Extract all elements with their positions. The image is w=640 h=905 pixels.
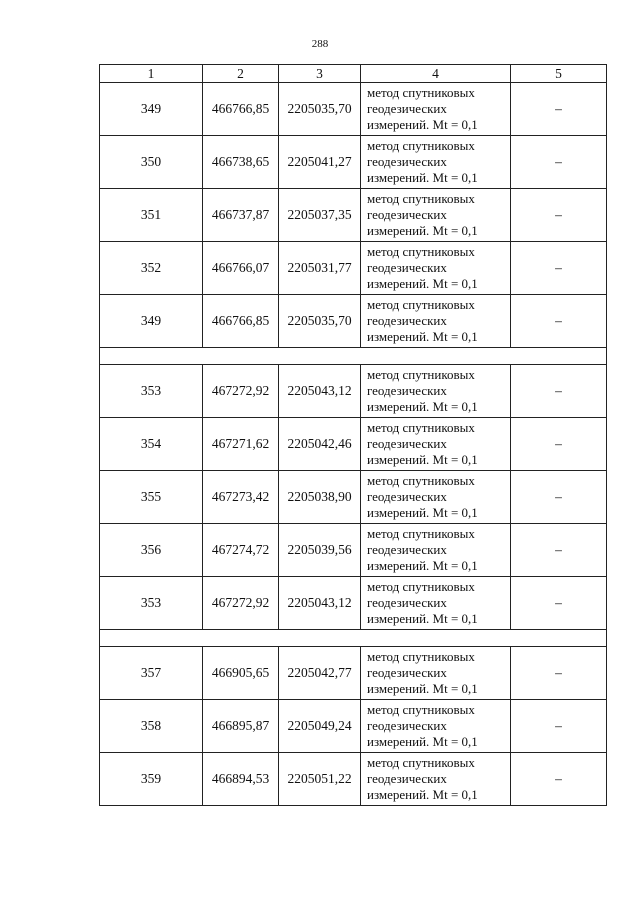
x-coordinate-cell: 467271,62 xyxy=(203,418,279,471)
point-cell: 355 xyxy=(100,471,203,524)
table-header xyxy=(100,65,607,83)
column-header-4: 4 xyxy=(361,65,511,83)
note-cell: – xyxy=(511,295,607,348)
point-cell: 354 xyxy=(100,418,203,471)
table-row xyxy=(100,418,607,471)
table-row xyxy=(100,136,607,189)
table-row xyxy=(100,295,607,348)
y-coordinate-cell: 2205042,77 xyxy=(279,647,361,700)
note-cell: – xyxy=(511,647,607,700)
method-cell: метод спутниковых геодезических измерений. Mt = 0,1 xyxy=(361,365,511,418)
method-cell: метод спутниковых геодезических измерений. Mt = 0,1 xyxy=(361,242,511,295)
point-cell: 358 xyxy=(100,700,203,753)
method-cell: метод спутниковых геодезических измерений. Mt = 0,1 xyxy=(361,83,511,136)
point-cell: 351 xyxy=(100,189,203,242)
note-cell: – xyxy=(511,242,607,295)
note-cell: – xyxy=(511,418,607,471)
table-row xyxy=(100,242,607,295)
table-row xyxy=(100,524,607,577)
point-cell: 349 xyxy=(100,295,203,348)
note-cell: – xyxy=(511,83,607,136)
table-body xyxy=(100,83,607,806)
x-coordinate-cell: 466737,87 xyxy=(203,189,279,242)
x-coordinate-cell: 467273,42 xyxy=(203,471,279,524)
y-coordinate-cell: 2205043,12 xyxy=(279,365,361,418)
method-cell: метод спутниковых геодезических измерений. Mt = 0,1 xyxy=(361,700,511,753)
x-coordinate-cell: 466895,87 xyxy=(203,700,279,753)
y-coordinate-cell: 2205051,22 xyxy=(279,753,361,806)
header-row xyxy=(100,65,607,83)
point-cell: 349 xyxy=(100,83,203,136)
table-row xyxy=(100,471,607,524)
x-coordinate-cell: 467272,92 xyxy=(203,577,279,630)
x-coordinate-cell: 466738,65 xyxy=(203,136,279,189)
y-coordinate-cell: 2205035,70 xyxy=(279,83,361,136)
y-coordinate-cell: 2205042,46 xyxy=(279,418,361,471)
note-cell: – xyxy=(511,524,607,577)
point-cell: 353 xyxy=(100,577,203,630)
y-coordinate-cell: 2205039,56 xyxy=(279,524,361,577)
point-cell: 353 xyxy=(100,365,203,418)
note-cell: – xyxy=(511,189,607,242)
point-cell: 352 xyxy=(100,242,203,295)
method-cell: метод спутниковых геодезических измерений. Mt = 0,1 xyxy=(361,753,511,806)
group-separator-row xyxy=(100,348,607,365)
y-coordinate-cell: 2205038,90 xyxy=(279,471,361,524)
y-coordinate-cell: 2205049,24 xyxy=(279,700,361,753)
table-row xyxy=(100,83,607,136)
table-row xyxy=(100,753,607,806)
point-cell: 357 xyxy=(100,647,203,700)
table-row xyxy=(100,647,607,700)
note-cell: – xyxy=(511,471,607,524)
column-header-2: 2 xyxy=(203,65,279,83)
method-cell: метод спутниковых геодезических измерений. Mt = 0,1 xyxy=(361,577,511,630)
note-cell: – xyxy=(511,753,607,806)
point-cell: 359 xyxy=(100,753,203,806)
method-cell: метод спутниковых геодезических измерений. Mt = 0,1 xyxy=(361,418,511,471)
y-coordinate-cell: 2205037,35 xyxy=(279,189,361,242)
group-separator-cell xyxy=(100,348,607,365)
point-cell: 356 xyxy=(100,524,203,577)
x-coordinate-cell: 467274,72 xyxy=(203,524,279,577)
method-cell: метод спутниковых геодезических измерений. Mt = 0,1 xyxy=(361,189,511,242)
method-cell: метод спутниковых геодезических измерений. Mt = 0,1 xyxy=(361,647,511,700)
column-header-5: 5 xyxy=(511,65,607,83)
table-row xyxy=(100,577,607,630)
table-row xyxy=(100,189,607,242)
x-coordinate-cell: 466905,65 xyxy=(203,647,279,700)
method-cell: метод спутниковых геодезических измерений. Mt = 0,1 xyxy=(361,295,511,348)
y-coordinate-cell: 2205035,70 xyxy=(279,295,361,348)
method-cell: метод спутниковых геодезических измерений. Mt = 0,1 xyxy=(361,524,511,577)
x-coordinate-cell: 467272,92 xyxy=(203,365,279,418)
table-row xyxy=(100,365,607,418)
method-cell: метод спутниковых геодезических измерений. Mt = 0,1 xyxy=(361,136,511,189)
x-coordinate-cell: 466766,85 xyxy=(203,83,279,136)
x-coordinate-cell: 466894,53 xyxy=(203,753,279,806)
y-coordinate-cell: 2205043,12 xyxy=(279,577,361,630)
y-coordinate-cell: 2205031,77 xyxy=(279,242,361,295)
note-cell: – xyxy=(511,365,607,418)
note-cell: – xyxy=(511,136,607,189)
column-header-1: 1 xyxy=(100,65,203,83)
x-coordinate-cell: 466766,07 xyxy=(203,242,279,295)
coordinates-table xyxy=(99,64,607,806)
note-cell: – xyxy=(511,577,607,630)
x-coordinate-cell: 466766,85 xyxy=(203,295,279,348)
page-number: 288 xyxy=(311,38,329,50)
note-cell: – xyxy=(511,700,607,753)
table-row xyxy=(100,700,607,753)
point-cell: 350 xyxy=(100,136,203,189)
group-separator-cell xyxy=(100,630,607,647)
y-coordinate-cell: 2205041,27 xyxy=(279,136,361,189)
method-cell: метод спутниковых геодезических измерений. Mt = 0,1 xyxy=(361,471,511,524)
column-header-3: 3 xyxy=(279,65,361,83)
group-separator-row xyxy=(100,630,607,647)
